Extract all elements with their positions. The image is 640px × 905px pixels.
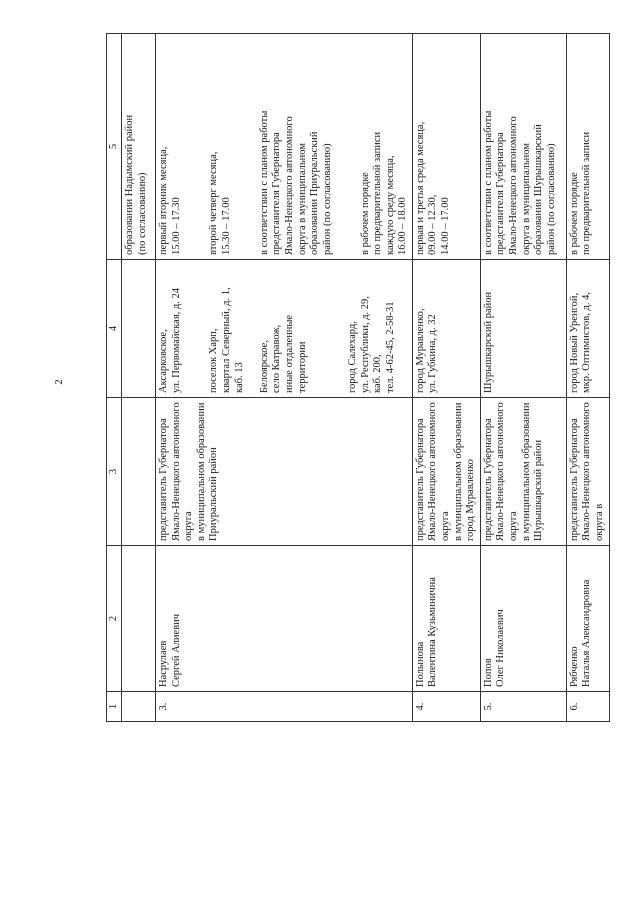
cell-name: Насрулаев Сергей Алиевич <box>156 546 413 692</box>
cell-num: 3. <box>156 692 413 722</box>
cell-position: представитель Губернатора Ямало-Ненецкого автономного округа в муниципальном образовании Приуральский район <box>156 398 413 546</box>
table-row <box>566 34 609 722</box>
cell-name: Полынова Валентина Кузьминична <box>412 546 480 692</box>
header-col-5: 5 <box>107 34 122 260</box>
header-col-4: 4 <box>107 260 122 398</box>
cell-num: 5. <box>480 692 566 722</box>
cell-schedule: первая и третья среда месяца, 09.00 – 12.30, 14.00 – 17.00 <box>412 34 480 260</box>
cell-address: Аксарковское, ул. Первомайская, д. 24 поселок Харп, квартал Северный, д. 1, каб. 13 Белоярское, село Катравож, иные отдаленные территории город Салехард, ул. Республики, д. 29, каб. 200, тел. 4-62-45, 2-58-31 <box>156 260 413 398</box>
cell-position: представитель Губернатора Ямало-Ненецкого автономного округа в <box>566 398 609 546</box>
header-row <box>107 34 122 722</box>
table-row-continuation <box>122 34 156 722</box>
header-col-3: 3 <box>107 398 122 546</box>
cell-schedule: образовании Надымский район (по согласованию) <box>122 34 156 260</box>
cell-address: город Новый Уренгой, мкр. Оптимистов, д. 4, <box>566 260 609 398</box>
table-row <box>480 34 566 722</box>
cell-position <box>122 398 156 546</box>
cell-name: Рябченко Наталья Александровна <box>566 546 609 692</box>
cell-name: Попов Олег Николаевич <box>480 546 566 692</box>
header-col-2: 2 <box>107 546 122 692</box>
cell-schedule: в рабочем порядке по предварительной записи <box>566 34 609 260</box>
cell-name <box>122 546 156 692</box>
table-row <box>156 34 413 722</box>
rotated-table-wrapper <box>106 34 606 722</box>
cell-schedule: первый вторник месяца, 15.00 – 17.30 второй четверг месяца, 15.30 – 17.00 в соответствии с планом работы представителя Губернатора Ямало-Ненецкого автономного округа в муниципальном образовании Приуральский район (по согласованию) в рабочем порядке по предварительной записи каждую среду месяца, 16.00 – 18.00 <box>156 34 413 260</box>
schedule-table <box>106 33 610 722</box>
page-number: 2 <box>53 379 65 385</box>
cell-address: город Муравленко, ул. Губкина, д. 32 <box>412 260 480 398</box>
cell-schedule: в соответствии с планом работы представителя Губернатора Ямало-Ненецкого автономного округа в муниципальном образовании Шурышкарский район (по согласованию) <box>480 34 566 260</box>
header-col-1: 1 <box>107 692 122 722</box>
cell-address <box>122 260 156 398</box>
table-row <box>412 34 480 722</box>
cell-position: представитель Губернатора Ямало-Ненецкого автономного округа в муниципальном образовании Шурышкарский район <box>480 398 566 546</box>
cell-num <box>122 692 156 722</box>
cell-num: 6. <box>566 692 609 722</box>
cell-num: 4. <box>412 692 480 722</box>
cell-address: Шурышкарский район <box>480 260 566 398</box>
cell-position: представитель Губернатора Ямало-Ненецкого автономного округа в муниципальном образовании город Муравленко <box>412 398 480 546</box>
